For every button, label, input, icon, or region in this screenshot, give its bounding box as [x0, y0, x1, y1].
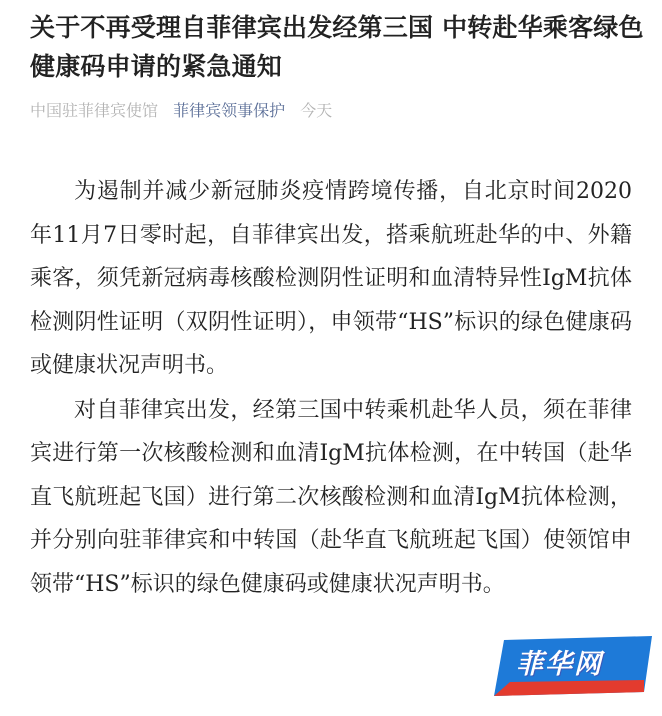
article-body [30, 170, 632, 607]
meta-time: 今天 [300, 101, 333, 120]
paragraph: 为遏制并减少新冠肺炎疫情跨境传播，自北京时间2020年11月7日零时起，自菲律宾出发，搭乘航班赴华的中、外籍乘客，须凭新冠病毒核酸检测阴性证明和血清特异性IgM抗体检测阴性证明（双阴性证明），申领带“HS”标识的绿色健康码或健康状况声明书。 [30, 179, 632, 378]
meta-source: 中国驻菲律宾使馆 [30, 101, 159, 120]
article-title: 关于不再受理自菲律宾出发经第三国 中转赴华乘客绿色健康码申请的紧急通知 [30, 13, 644, 81]
watermark-text: 菲华网 [516, 649, 603, 680]
meta-account-link[interactable]: 菲律宾领事保护 [173, 101, 286, 120]
watermark-logo [494, 636, 656, 696]
paragraph: 对自菲律宾出发，经第三国中转乘机赴华人员，须在菲律宾进行第一次核酸检测和血清IgM抗体检测，在中转国（赴华直飞航班起飞国）进行第二次核酸检测和血清IgM抗体检测，并分别向驻菲律宾和中转国（赴华直飞航班起飞国）使领馆申领带“HS”标识的绿色健康码或健康状况声明书。 [30, 397, 632, 597]
article-meta [30, 99, 342, 123]
